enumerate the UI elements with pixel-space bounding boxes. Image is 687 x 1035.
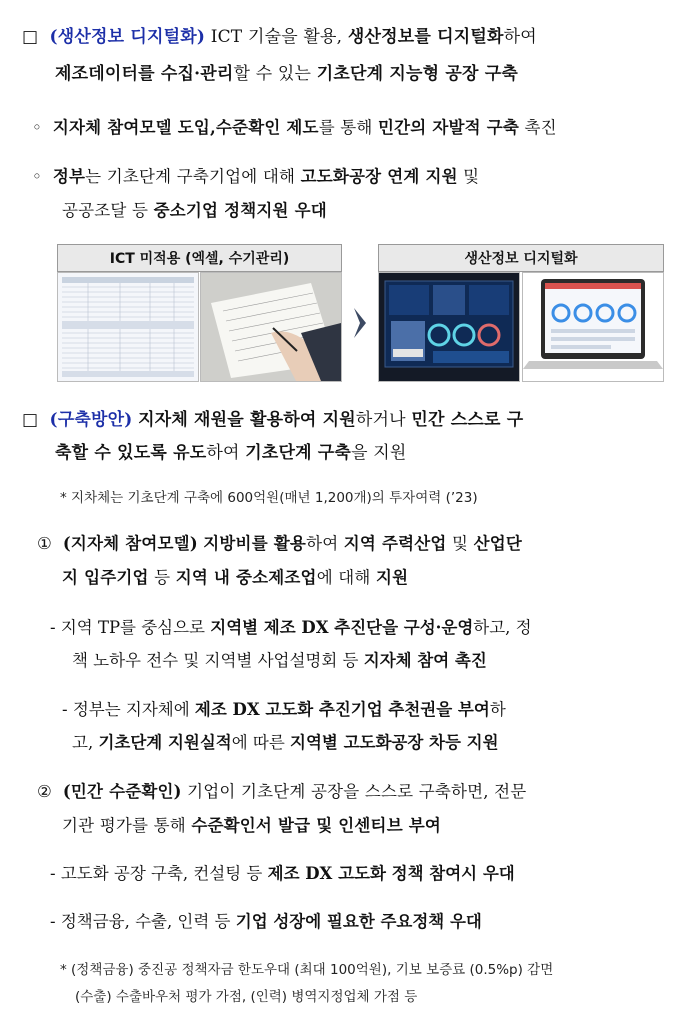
section2-line2 [55,436,407,470]
text: - 정부는 지자체에 [62,700,190,719]
text: 하거나 [355,410,406,430]
section1-tag: (생산정보 디지털화) [49,27,206,47]
text-bold: 지자체 재원을 활용하여 지원 [138,410,356,430]
text: - 고도화 공장 구축, 컨설팅 등 [50,864,263,883]
text-bold: 기초단계 지능형 공장 구축 [316,64,518,84]
text: 에 대해 [316,568,371,587]
item1-tag: (지자체 참여모델) [62,534,198,553]
text: 를 통해 [318,118,373,137]
section-bullet: □ [22,410,39,430]
text-bold: 지자체 참여 촉진 [363,651,487,670]
text: 는 기초단계 구축기업에 대해 [85,167,296,186]
circle-bullet-icon: ◦ [32,167,42,186]
item2-line1 [37,775,526,809]
circle-bullet-icon: ◦ [32,118,42,137]
text: ICT 기술을 활용, [210,27,343,47]
item1-line2 [62,561,408,595]
figure-right-label: 생산정보 디지털화 [378,244,664,272]
section1-line1 [22,20,537,54]
text-bold: 지역 주력산업 [343,534,447,553]
item1-detail1-line2 [72,644,487,677]
text: 기업이 기초단계 공장을 스스로 구축하면, 전문 [187,782,527,801]
text-bold: 생산정보를 디지털화 [347,27,504,47]
circled-number-2: ② [37,782,52,801]
item2-tag: (민간 수준확인) [62,782,182,801]
text: 등 [154,568,171,587]
text-bold: 중소기업 정책지원 우대 [153,201,327,220]
item2-detail1 [50,857,515,890]
text-bold: 지원 [376,568,409,587]
text-bold: 지방비를 활용 [203,534,307,553]
figure-left-label: ICT 미적용 (엑셀, 수기관리) [57,244,342,272]
text-bold: 고도화공장 연계 지원 [300,167,458,186]
text-bold: 기초단계 지원실적 [98,733,232,752]
text-bold: 지역별 제조 DX 추진단을 구성·운영 [210,618,474,637]
laptop-photo [522,272,664,382]
item2-footnote-2: (수출) 수출바우처 평가 가점, (인력) 병역지정업체 가점 등 [75,989,418,1005]
text: 고, [72,733,94,752]
sec1-item-2-line2 [62,194,327,228]
sec1-item-2 [32,160,479,194]
text: 기관 평가를 통해 [62,816,186,835]
text: 하고, 정 [473,618,532,637]
item2-line2 [62,809,441,843]
item1-detail2-line2 [72,726,499,759]
section1-line2 [55,57,518,91]
handwriting-photo [200,272,342,382]
item2-detail2 [50,905,482,938]
text: - 지역 TP를 중심으로 [50,618,205,637]
laptop-image [523,273,663,381]
section2-tag: (구축방안) [49,410,133,430]
text-bold: 민간의 자발적 구축 [378,118,520,137]
sec1-item-1 [32,111,557,145]
text-bold: 지역 내 중소제조업 [175,568,317,587]
text-bold: 정부 [52,167,86,186]
text: - 정책금융, 수출, 인력 등 [50,912,231,931]
text: 촉진 [524,118,557,137]
text-bold: 지자체 참여모델 도입,수준확인 제도 [52,118,319,137]
text-bold: 지 입주기업 [62,568,149,587]
text: 에 따른 [231,733,285,752]
dashboard-photo [378,272,520,382]
chevron-right-icon [352,306,370,340]
text: 및 [452,534,469,553]
text: 하여 [206,443,240,463]
item2-footnote-1: * (정책금융) 중진공 정책자금 한도우대 (최대 100억원), 기보 보증료 (0.5%p) 감면 [60,962,554,978]
item1-detail2-line1 [62,693,506,726]
text-bold: 산업단 [473,534,523,553]
section2-line1 [22,403,523,437]
text-bold: 수준확인서 발급 및 인센티브 부여 [191,816,442,835]
text-bold: 기초단계 구축 [245,443,352,463]
text: 할 수 있는 [233,64,312,84]
spreadsheet-image [58,273,198,381]
handwriting-image [201,273,341,381]
section2-footnote: * 지차체는 기초단계 구축에 600억원(매년 1,200개)의 투자여력 (’23) [60,490,478,506]
text-bold: 지역별 고도화공장 차등 지원 [290,733,499,752]
text: 하여 [503,27,537,47]
text-bold: 제조데이터를 수집·관리 [55,64,234,84]
text-bold: 민간 스스로 구 [411,410,524,430]
text: 을 지원 [351,443,407,463]
text: 하 [489,700,506,719]
text-bold: 기업 성장에 필요한 주요정책 우대 [235,912,482,931]
section-bullet: □ [22,27,39,47]
circled-number-1: ① [37,534,52,553]
text-bold: 제조 DX 고도화 추진기업 추천권을 부여 [194,700,490,719]
dashboard-image [379,273,519,381]
text: 하여 [306,534,339,553]
text: 및 [463,167,480,186]
text: 책 노하우 전수 및 지역별 사업설명회 등 [72,651,359,670]
item1-detail1-line1 [50,611,532,644]
item1-line1 [37,527,522,561]
spreadsheet-photo [57,272,199,382]
text-bold: 축할 수 있도록 유도 [55,443,207,463]
text: 공공조달 등 [62,201,149,220]
text-bold: 제조 DX 고도화 정책 참여시 우대 [267,864,515,883]
